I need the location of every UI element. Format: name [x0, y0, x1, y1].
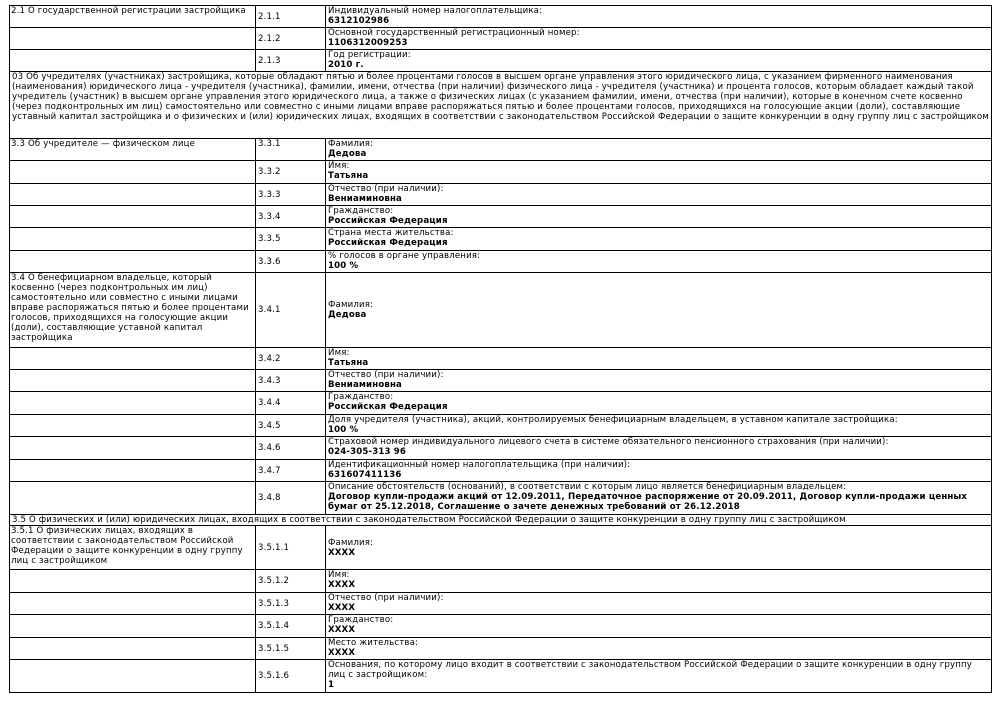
- section-cell: [10, 50, 256, 72]
- item-number: 3.3.2: [256, 161, 326, 184]
- section-cell: [10, 370, 256, 392]
- item-value-cell: [326, 415, 992, 437]
- table-row: [10, 392, 992, 415]
- table-row: [10, 206, 992, 228]
- table-row: [10, 460, 992, 482]
- field-label: % голосов в органе управления:: [328, 251, 481, 261]
- field-label: Описание обстоятельств (оснований), в соответствии с которым лицо является бенефициарным владельцем:: [328, 482, 847, 492]
- item-value-cell: [326, 615, 992, 638]
- field-value: Дедова: [328, 149, 367, 159]
- field-value: Российская Федерация: [328, 216, 448, 226]
- item-value-cell: [326, 570, 992, 593]
- section-cell: [10, 460, 256, 482]
- item-value-cell: [326, 370, 992, 392]
- field-value: 1: [328, 680, 335, 690]
- section-cell: [10, 392, 256, 415]
- item-number: 3.4.1: [256, 273, 326, 348]
- table-row: [10, 415, 992, 437]
- item-number: 3.5.1.6: [256, 660, 326, 693]
- item-value-cell: [326, 139, 992, 161]
- table-body: [10, 6, 992, 693]
- item-value-cell: [326, 348, 992, 370]
- field-label: Основной государственный регистрационный номер:: [328, 28, 580, 38]
- field-value: 1106312009253: [328, 38, 408, 48]
- item-number: 3.4.4: [256, 392, 326, 415]
- table-row: [10, 482, 992, 515]
- item-value-cell: [326, 206, 992, 228]
- section-cell: [10, 660, 256, 693]
- table-row: [10, 615, 992, 638]
- item-value-cell: [326, 251, 992, 273]
- item-number: 3.4.8: [256, 482, 326, 515]
- table-row: [10, 72, 992, 139]
- field-label: Отчество (при наличии):: [328, 593, 444, 603]
- field-value: 100 %: [328, 261, 359, 271]
- table-row: [10, 228, 992, 251]
- field-label: Гражданство:: [328, 615, 394, 625]
- item-number: 3.4.7: [256, 460, 326, 482]
- field-value: Татьяна: [328, 358, 369, 368]
- field-label: Гражданство:: [328, 206, 394, 216]
- field-label: Основания, по которому лицо входит в соответствии с законодательством Российской Федерации о защите конкуренции в одну группу лиц с застройщиком:: [328, 660, 972, 680]
- item-number: 3.5.1.5: [256, 638, 326, 660]
- field-label: Отчество (при наличии):: [328, 184, 444, 194]
- field-label: Имя:: [328, 348, 350, 358]
- field-value: ХХХХ: [328, 648, 356, 658]
- item-value-cell: [326, 392, 992, 415]
- field-value: Дедова: [328, 310, 367, 320]
- field-label: Имя:: [328, 570, 350, 580]
- field-label: Фамилия:: [328, 139, 374, 149]
- item-value-cell: [326, 460, 992, 482]
- item-value-cell: [326, 50, 992, 72]
- item-value-cell: [326, 184, 992, 206]
- field-value: Российская Федерация: [328, 238, 448, 248]
- field-value: ХХХХ: [328, 603, 356, 613]
- table-row: [10, 437, 992, 460]
- table-row: [10, 660, 992, 693]
- item-value-cell: [326, 437, 992, 460]
- field-label: Идентификационный номер налогоплательщика (при наличии):: [328, 460, 631, 470]
- item-number: 3.4.3: [256, 370, 326, 392]
- table-row: [10, 28, 992, 50]
- field-value: 100 %: [328, 425, 359, 435]
- section-cell: [10, 593, 256, 615]
- section-heading: 03 Об учредителях (участниках) застройщика, которые обладают пятью и более процентами голосов в высшем органе управления этого юридического лица, с указанием фирменного наименования (наименования) юридического лица - учредителя (участника), фамилии, имени, отчества (при наличии) физического лица - учредителя (участника) и процента голосов, которым обладает каждый такой учредитель (участник) в высшем органе управления этого юридического лица, а также о физических лицах (с указанием фамилии, имени, отчества (при наличии), которые в конечном счете косвенно (через подконтрольных им лиц) самостоятельно или совместно с иными лицами вправе распоряжаться пятью и более процентами голосов, приходящихся на голосующие акции (доли), составляющие уставный капитал застройщика и о физических и (или) юридических лицах, входящих в соответствии с законодательством Российской Федерации о защите конкуренции в одну группу лиц с застройщиком: [10, 72, 992, 139]
- field-label: Страна места жительства:: [328, 228, 454, 238]
- section-cell: [10, 28, 256, 50]
- section-cell: [10, 615, 256, 638]
- section-cell: 3.4 О бенефициарном владельце, который косвенно (через подконтрольных им лиц) самостоятельно или совместно с иными лицами вправе распоряжаться пятью и более процентами голосов, приходящихся на голосующие акции (доли), составляющие уставной капитал застройщика: [10, 273, 256, 348]
- table-row: [10, 526, 992, 570]
- table-row: [10, 638, 992, 660]
- item-value-cell: [326, 482, 992, 515]
- field-value: 2010 г.: [328, 60, 364, 70]
- field-label: Место жительства:: [328, 638, 419, 648]
- field-label: Гражданство:: [328, 392, 394, 402]
- section-cell: [10, 228, 256, 251]
- section-cell: [10, 638, 256, 660]
- section-cell: [10, 251, 256, 273]
- table-row: [10, 370, 992, 392]
- item-number: 3.5.1.1: [256, 526, 326, 570]
- item-number: 3.3.5: [256, 228, 326, 251]
- item-number: 3.5.1.2: [256, 570, 326, 593]
- field-label: Страховой номер индивидуального лицевого счета в системе обязательного пенсионного страхования (при наличии):: [328, 437, 889, 447]
- table-row: [10, 251, 992, 273]
- table-row: [10, 593, 992, 615]
- section-cell: 2.1 О государственной регистрации застройщика: [10, 6, 256, 28]
- table-row: [10, 161, 992, 184]
- item-value-cell: [326, 6, 992, 28]
- field-value: 024-305-313 96: [328, 447, 407, 457]
- item-number: 3.5.1.3: [256, 593, 326, 615]
- field-value: Вениаминовна: [328, 194, 402, 204]
- section-cell: [10, 206, 256, 228]
- field-label: Индивидуальный номер налогоплательщика:: [328, 6, 543, 16]
- section-cell: [10, 161, 256, 184]
- item-number: 2.1.1: [256, 6, 326, 28]
- table-row: [10, 184, 992, 206]
- table-row: [10, 273, 992, 348]
- document-page: [9, 5, 992, 693]
- section-cell: [10, 570, 256, 593]
- table-row: [10, 50, 992, 72]
- field-value: 631607411136: [328, 470, 402, 480]
- section-heading: 3.5 О физических и (или) юридических лицах, входящих в соответствии с законодательством Российской Федерации о защите конкуренции в одну группу лиц с застройщиком: [10, 515, 992, 526]
- table-row: [10, 348, 992, 370]
- item-number: 3.5.1.4: [256, 615, 326, 638]
- field-value: 6312102986: [328, 16, 390, 26]
- item-number: 3.3.6: [256, 251, 326, 273]
- item-value-cell: [326, 28, 992, 50]
- section-cell: 3.5.1 О физических лицах, входящих в соответствии с законодательством Российской Федерации о защите конкуренции в одну группу лиц с застройщиком: [10, 526, 256, 570]
- item-number: 2.1.2: [256, 28, 326, 50]
- item-number: 3.3.3: [256, 184, 326, 206]
- item-value-cell: [326, 638, 992, 660]
- item-value-cell: [326, 660, 992, 693]
- field-label: Имя:: [328, 161, 350, 171]
- item-number: 3.4.2: [256, 348, 326, 370]
- table-row: [10, 515, 992, 526]
- table-row: [10, 570, 992, 593]
- item-value-cell: [326, 273, 992, 348]
- item-number: 3.4.5: [256, 415, 326, 437]
- field-label: Год регистрации:: [328, 50, 411, 60]
- field-label: Доля учредителя (участника), акций, контролируемых бенефициарным владельцем, в уставном капитале застройщика:: [328, 415, 898, 425]
- item-number: 2.1.3: [256, 50, 326, 72]
- field-value: Российская Федерация: [328, 402, 448, 412]
- item-number: 3.3.1: [256, 139, 326, 161]
- field-value: Вениаминовна: [328, 380, 402, 390]
- table-row: [10, 139, 992, 161]
- section-cell: [10, 482, 256, 515]
- info-table: [9, 5, 992, 693]
- item-value-cell: [326, 161, 992, 184]
- item-value-cell: [326, 228, 992, 251]
- field-value: ХХХХ: [328, 625, 356, 635]
- field-label: Фамилия:: [328, 300, 374, 310]
- section-cell: [10, 415, 256, 437]
- section-cell: 3.3 Об учредителе — физическом лице: [10, 139, 256, 161]
- item-number: 3.3.4: [256, 206, 326, 228]
- field-label: Отчество (при наличии):: [328, 370, 444, 380]
- field-value: ХХХХ: [328, 580, 356, 590]
- item-number: 3.4.6: [256, 437, 326, 460]
- section-cell: [10, 348, 256, 370]
- field-value: ХХХХ: [328, 547, 356, 558]
- item-value-cell: [326, 593, 992, 615]
- section-cell: [10, 437, 256, 460]
- item-value-cell: [326, 526, 992, 570]
- field-value: Договор купли-продажи акций от 12.09.2011, Передаточное распоряжение от 20.09.2011, Договор купли-продажи ценных бумаг от 25.12.2018, Соглашение о зачете денежных требований от 26.12.2018: [328, 492, 968, 512]
- section-cell: [10, 184, 256, 206]
- table-row: [10, 6, 992, 28]
- field-value: Татьяна: [328, 171, 369, 181]
- field-label: Фамилия:: [328, 537, 374, 548]
